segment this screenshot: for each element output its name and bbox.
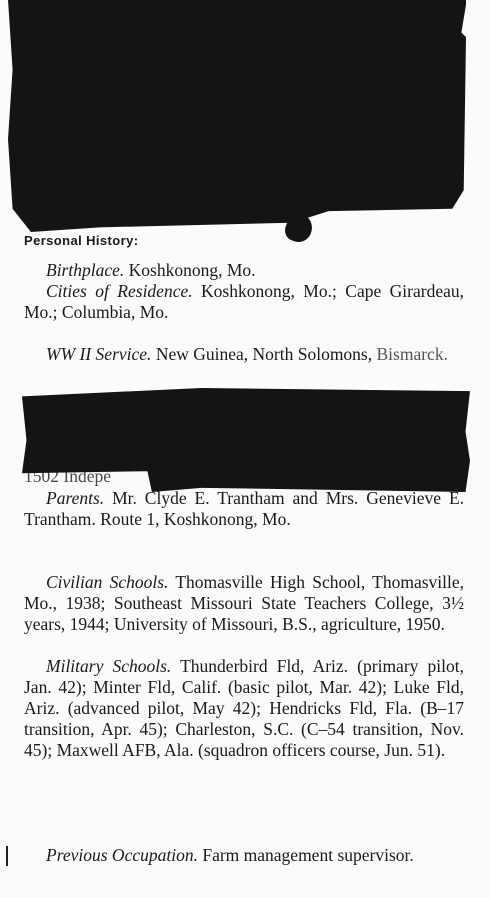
entry-text: Thunderbird Fld, Ariz. (primary pilot, Jan. 42); Minter Fld, Calif. (basic pilot, Mar. 42); Luke Fld, Ariz. (advanced pilot, May 42); Hendricks Fld, Fla. (B–17 transition, Apr. 45); Charleston, S.C. (C–54 transition, Nov. 45); Maxwell AFB, Ala. (squadron officers course, Jun. 51). <box>24 656 464 760</box>
entry-label: Cities of Residence. <box>46 281 193 301</box>
entry-text: Koshkonong, Mo.; Cape Girardeau, Mo.; Columbia, Mo. <box>24 281 464 322</box>
entry-ww2-service <box>24 344 464 365</box>
margin-mark <box>6 846 8 866</box>
entry-label: Civilian Schools. <box>46 572 169 592</box>
entry-parents <box>24 488 464 530</box>
entry-previous-occupation <box>24 845 464 866</box>
entry-text: 1502 Indepe <box>24 466 111 486</box>
entry-label: Birthplace. <box>46 260 125 280</box>
entry-label: WW II Service. <box>46 344 152 364</box>
entry-text-faded: Bismarck. <box>376 344 448 364</box>
redaction-block-top <box>8 0 466 232</box>
entry-text: Mr. Clyde E. Trantham and Mrs. Genevieve E. Trantham. Route 1, Koshkonong, Mo. <box>24 488 465 529</box>
entry-civilian-schools <box>24 572 464 635</box>
entry-military-schools <box>24 656 464 761</box>
section-heading: Personal History: <box>24 233 139 248</box>
entry-text: Thomasville High School, Thomasville, Mo., 1938; Southeast Missouri State Teachers College, 3½ years, 1944; University of Missouri, B.S., agriculture, 1950. <box>24 572 464 634</box>
entry-cities-of-residence <box>24 281 464 323</box>
entry-text: Koshkonong, Mo. <box>128 260 256 280</box>
entry-text: Farm management supervisor. <box>202 845 414 865</box>
entry-text: New Guinea, North Solomons, <box>155 344 373 364</box>
entry-label: Previous Occupation. <box>46 845 198 865</box>
entry-birthplace <box>24 260 464 281</box>
entry-label: Parents. <box>46 488 105 508</box>
entry-label: Military Schools. <box>46 656 172 676</box>
